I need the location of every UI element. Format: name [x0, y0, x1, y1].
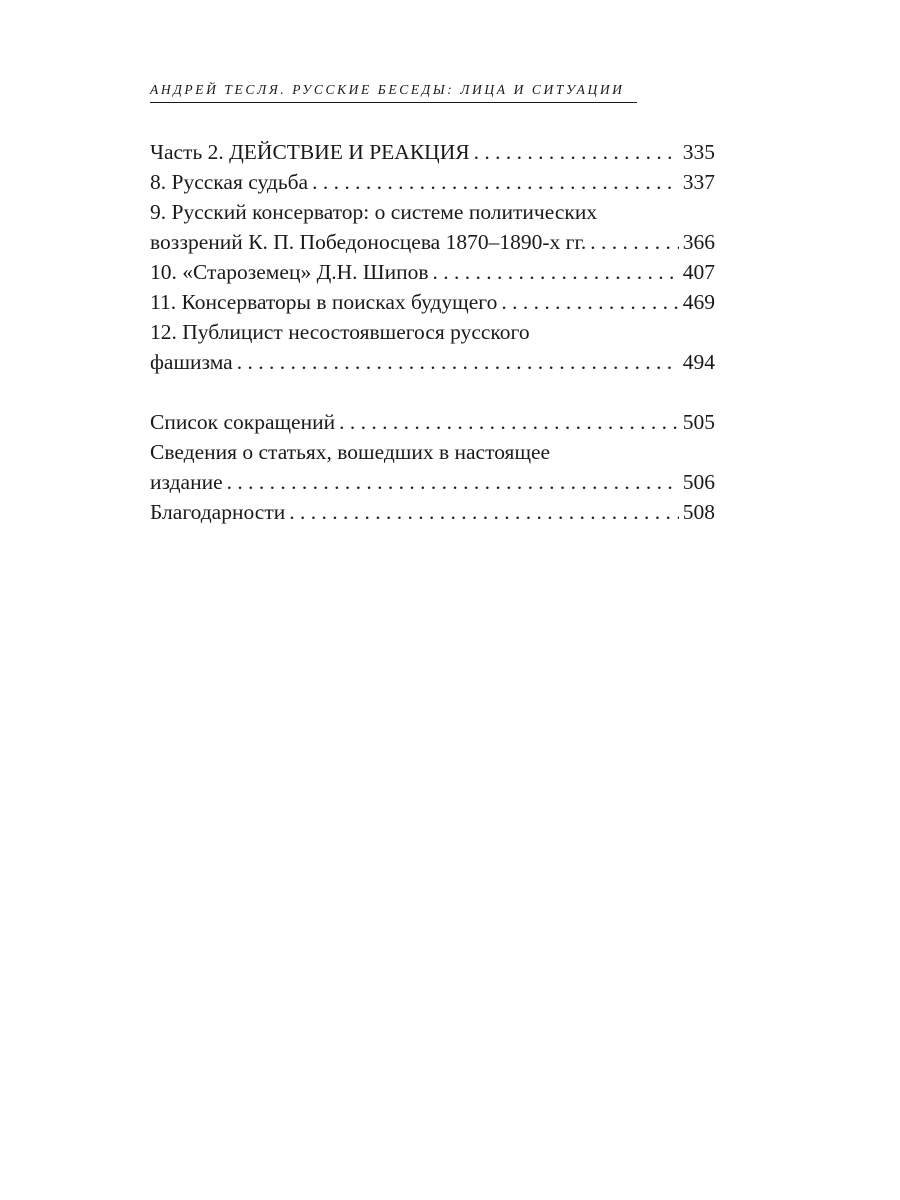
dot-leader [433, 257, 679, 287]
dot-leader [289, 497, 679, 527]
toc-entry-page: 508 [682, 500, 715, 524]
toc-entry-page: 506 [682, 470, 715, 494]
toc-entry-title: Список сокращений [150, 410, 336, 434]
toc-entry-ch10 [150, 257, 715, 287]
toc-entry-ch9-line1: 9. Русский консерватор: о системе политических [150, 200, 598, 224]
toc-entry-page: 494 [682, 350, 715, 374]
toc-entry-ch8 [150, 167, 715, 197]
toc-entry-acknowledgements [150, 497, 715, 527]
running-head: АНДРЕЙ ТЕСЛЯ. РУССКИЕ БЕСЕДЫ: ЛИЦА И СИТУАЦИИ [150, 80, 637, 103]
toc-entry-ch9 [150, 227, 715, 257]
toc-entry-title: фашизма [150, 350, 233, 374]
toc-entry-title: 11. Консерваторы в поисках будущего [150, 290, 498, 314]
toc-entry-abbreviations [150, 407, 715, 437]
toc-entry-page: 366 [682, 230, 715, 254]
dot-leader [237, 347, 679, 377]
table-of-contents [150, 137, 715, 527]
toc-entry-title: 10. «Староземец» Д.Н. Шипов [150, 260, 429, 284]
dot-leader [227, 467, 679, 497]
toc-entry-page: 335 [682, 140, 715, 164]
toc-entry-title: издание [150, 470, 223, 494]
toc-entry-page: 469 [682, 290, 715, 314]
toc-entry-title: 8. Русская судьба [150, 170, 309, 194]
toc-entry-part2 [150, 137, 715, 167]
dot-leader [312, 167, 679, 197]
toc-entry-page: 505 [682, 410, 715, 434]
dot-leader [501, 287, 678, 317]
toc-entry-title: Часть 2. ДЕЙСТВИЕ И РЕАКЦИЯ [150, 140, 470, 164]
dot-leader [339, 407, 679, 437]
toc-entry-title: воззрений К. П. Победоносцева 1870–1890-х гг. [150, 230, 587, 254]
toc-entry-ch12-line1: 12. Публицист несостоявшегося русского [150, 320, 530, 344]
dot-leader [590, 227, 679, 257]
section-gap [150, 377, 715, 407]
toc-entry-sources-line1: Сведения о статьях, вошедших в настоящее [150, 440, 551, 464]
toc-entry-page: 407 [682, 260, 715, 284]
toc-entry-sources [150, 467, 715, 497]
toc-entry-page: 337 [682, 170, 715, 194]
toc-entry-ch12 [150, 347, 715, 377]
toc-entry-ch11 [150, 287, 715, 317]
toc-entry-title: Благодарности [150, 500, 286, 524]
dot-leader [474, 137, 679, 167]
